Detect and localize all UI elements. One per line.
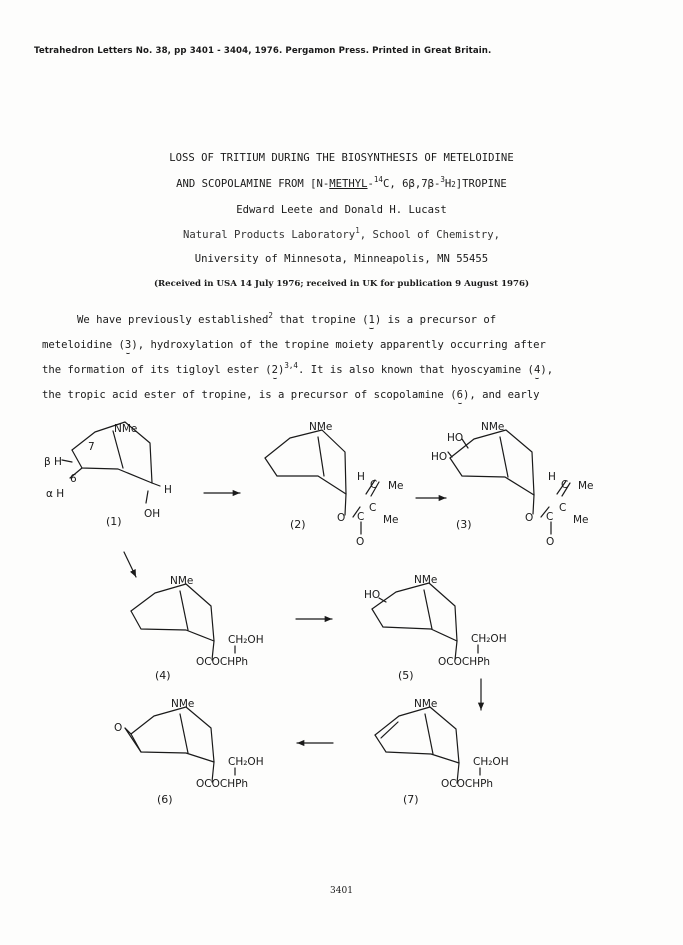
compound-label: (6) [157,793,173,806]
position-7-label: 7 [88,441,95,453]
compound-number: 3 [124,339,132,351]
compound-2-tigloyltropine [265,421,404,548]
title-subscript: 2 [451,180,456,189]
affiliation-superscript: 1 [355,226,360,235]
ring-bonds [375,707,459,763]
compound-label: (1) [106,515,122,528]
ho-label: HO [431,451,448,463]
ester-label: OCOCHPh [196,656,249,668]
me-label: Me [573,514,589,526]
epoxide-bond [125,728,141,752]
body-text: ) is a precursor of [374,314,497,326]
c-label: C [370,479,378,491]
title-text: - [367,178,374,190]
authors: Edward Leete and Donald H. Lucast [236,204,447,216]
compound-label: (7) [403,793,419,806]
body-text: We have previously established [77,314,269,326]
o-label: O [546,536,555,548]
reference-marker: 2 [268,311,273,320]
body-text: the tropic acid ester of tropine, is a precursor of scopolamine ( [42,389,457,401]
compound-number: 4 [533,364,541,376]
body-text: . It is also known that hyoscyamine ( [297,364,534,376]
me-label: Me [383,514,399,526]
h-label: H [164,484,172,496]
substituent-bonds [152,483,160,486]
substituent-bonds [146,491,148,503]
nitrogen-bridge [500,437,508,477]
ho-label: HO [364,589,381,601]
compound-label: (4) [155,669,171,682]
body-text: ), hydroxylation of the tropine moiety apparently occurring after [131,339,546,351]
ester-label: OCOCHPh [441,778,494,790]
affiliation-line-2: University of Minnesota, Minneapolis, MN 55455 [194,253,489,265]
nitrogen-bridge [425,714,433,754]
running-head: Tetrahedron Letters No. 38, pp 3401 - 3404, 1976. Pergamon Press. Printed in Great Britain. [34,46,492,56]
epoxide-o-label: O [114,722,123,734]
ring-bonds [450,458,534,495]
c-label: C [559,502,567,514]
body-text: ), and early [462,389,540,401]
ring-bonds [372,583,457,641]
o-label: O [337,512,346,524]
ring-bonds [131,707,214,762]
title-text: H [444,178,452,190]
nitrogen-bridge [318,437,324,476]
compound-label: (2) [290,518,306,531]
me-label: Me [388,480,404,492]
ring-bonds [72,450,152,483]
o-label: O [356,536,365,548]
compound-number: 2 [271,364,278,376]
ring-bonds [131,611,214,641]
compound-4-hyoscyamine [131,575,264,682]
c-label: C [546,511,554,523]
compound-3-meteloidine [431,421,594,548]
body-text: ) [278,364,285,376]
title-text: AND SCOPOLAMINE FROM [N- [176,178,330,190]
body-text: that tropine ( [272,314,369,326]
ring-bonds [265,430,346,494]
ho-label: HO [447,432,464,444]
reference-marker: 3,4 [284,361,298,370]
ch2oh-label: CH₂OH [471,633,507,645]
substituent-bonds [62,460,72,462]
title-text: C, 6β,7β- [382,178,441,190]
compound-number: 6 [456,389,463,401]
nitrogen-bridge [180,714,188,753]
reaction-arrow-1-4 [124,552,136,577]
ester-label: OCOCHPh [438,656,491,668]
hydroxyl-bond [448,452,452,457]
c-label: C [369,502,377,514]
c-label: C [561,479,569,491]
received-dates: (Received in USA 14 July 1976; received in UK for publication 9 August 1976) [153,279,530,289]
ring-bonds [372,609,457,641]
compound-6-scopolamine [114,698,264,806]
nme-label: NMe [114,423,138,435]
ch2oh-label: CH₂OH [473,756,509,768]
position-6-label: 6 [70,473,77,485]
ring-bonds [265,458,346,494]
nme-label: NMe [309,421,333,433]
nitrogen-bridge [113,431,123,468]
c-label: C [357,511,365,523]
affiliation-text: , School of Chemistry, [359,229,501,241]
page-number: 3401 [330,886,353,896]
ester-label: OCOCHPh [196,778,249,790]
h-label: H [548,471,556,483]
nme-label: NMe [171,698,195,710]
o-label: O [525,512,534,524]
nitrogen-bridge [424,590,432,629]
beta-h-label: β H [44,456,62,468]
body-text: meteloidine ( [42,339,125,351]
title-superscript: 3 [440,175,445,184]
title-methyl: METHYL [329,178,368,190]
nme-label: NMe [414,574,438,586]
ch2oh-label: CH₂OH [228,634,264,646]
article-title-line-1: LOSS OF TRITIUM DURING THE BIOSYNTHESIS OF METELOIDINE [169,152,514,164]
title-text: ]TROPINE [455,178,507,190]
compound-label: (5) [398,669,414,682]
body-text: ), [540,364,554,376]
ring-bonds [131,584,214,641]
compound-number: 1 [368,314,375,326]
compound-7-dehydrohyoscyamine [375,698,509,806]
compound-label: (3) [456,518,472,531]
alkene-bond [381,722,398,738]
ring-bonds [131,734,214,762]
body-text: the formation of its tigloyl ester ( [42,364,272,376]
nme-label: NMe [481,421,505,433]
nme-label: NMe [170,575,194,587]
compound-1-tropine [44,422,172,528]
me-label: Me [578,480,594,492]
ring-bonds [72,422,152,483]
title-superscript: 14 [373,175,383,184]
alpha-h-label: α H [46,488,65,500]
compound-5-hydroxyhyoscyamine [364,574,507,682]
ch2oh-label: CH₂OH [228,756,264,768]
oh-label: OH [144,508,161,520]
ring-bonds [375,735,459,763]
h-label: H [357,471,365,483]
affiliation-text: Natural Products Laboratory [182,229,356,241]
nitrogen-bridge [180,591,188,630]
nme-label: NMe [414,698,438,710]
